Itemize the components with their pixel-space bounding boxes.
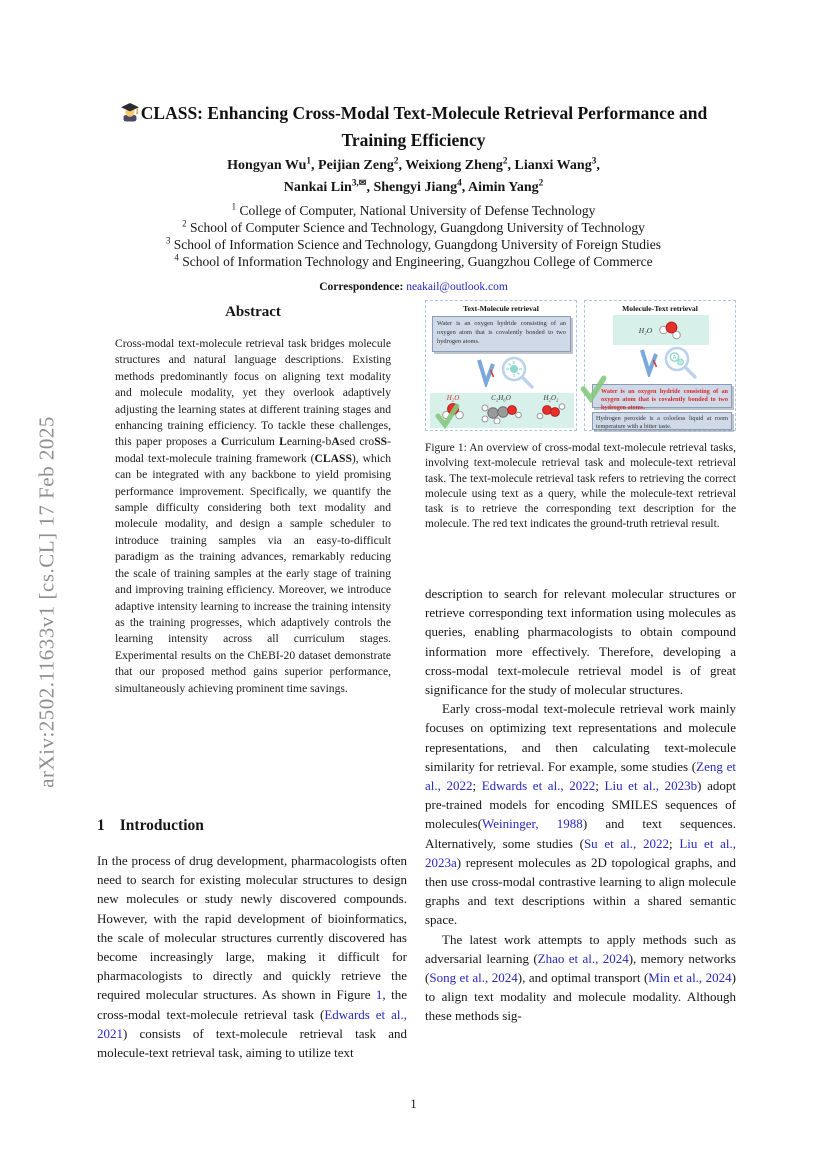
citation-link[interactable]: Liu et al., 2023a xyxy=(425,835,737,870)
text-segment: 3 xyxy=(165,235,171,246)
author-line-1 xyxy=(0,155,827,177)
abstract-body xyxy=(115,336,391,697)
panel-title: Molecule-Text retrieval xyxy=(622,304,698,313)
paper-title xyxy=(94,101,734,152)
text-segment: , Weixiong Zheng xyxy=(398,158,503,173)
text-segment: ; xyxy=(472,778,482,794)
text-segment: ; xyxy=(669,835,680,851)
ethanol-molecule-icon xyxy=(480,402,522,424)
right-column-body xyxy=(425,584,736,1026)
text-segment: , Peijian Zeng xyxy=(311,158,394,173)
molecule-text-retrieval-panel xyxy=(584,300,736,431)
abstract-heading: Abstract xyxy=(225,304,281,320)
text-segment: urriculum xyxy=(229,435,280,449)
section-number: 1 xyxy=(97,817,105,834)
text-segment: ), which can be integrated with any backbone to yield promising performance improvement. Specifically, we quantify the sample difficulty considering both text modality and molecule modality, and design a sample scheduler to introduce training samples via an easy-to-difficult paradigm as the training advances, remarkably reducing the scale of training samples at the early stage of training and improving training efficiency. Moreover, we introduce adaptive intensity learning to increase the training intensity as the training progresses, which adaptively controls the learning intensity across all curriculum stages. Experimental results on the ChEBI-20 dataset demonstrate that our proposed method gains superior performance, simultaneously achieving prominent time savings. xyxy=(115,451,391,695)
text-segment: School of Information Science and Technology, Guangdong University of Foreign Studies xyxy=(170,237,662,252)
peroxide-formula-label: H₂O₂ xyxy=(543,394,559,402)
citation-link[interactable]: Song et al., 2024 xyxy=(429,970,518,986)
text-molecule-retrieval-panel xyxy=(425,300,577,431)
page-number: 1 xyxy=(410,1097,417,1111)
text-segment: In the process of drug development, pharmacologists often need to search for existing molecular structures to design new molecules or study newly discovered compounds. However, with the rapid development of bioinformatics, the scale of molecular structures currently discovered has become increasingly large, making it difficult for pharmacologists to directly and quickly retrieve the required molecular structures. As shown in Figure xyxy=(97,853,407,1003)
paper-title-text: CLASS: Enhancing Cross-Modal Text-Molecule Retrieval Performance and Training Efficiency xyxy=(140,103,708,150)
author-line-2 xyxy=(0,177,827,199)
text-segment: 3,✉ xyxy=(351,177,367,188)
graduate-emoji-icon xyxy=(120,102,140,128)
text-segment: The latest work attempts to apply methods such as adversarial learning ( xyxy=(425,931,736,966)
citation-link[interactable]: Zhao et al., 2024 xyxy=(537,950,629,966)
paragraph xyxy=(97,851,407,1062)
citation-link[interactable]: 1 xyxy=(375,987,383,1003)
candidate-ethanol xyxy=(480,394,522,428)
paragraph xyxy=(425,699,736,929)
paragraph xyxy=(425,930,736,1026)
retrieval-icons xyxy=(476,355,536,391)
citation-link[interactable]: Su et al., 2022 xyxy=(583,835,669,851)
citation-link[interactable]: Weininger, 1988 xyxy=(482,816,583,832)
down-arrow-icon xyxy=(476,357,498,392)
text-segment: Early cross-modal text-molecule retrieval work mainly focuses on optimizing text representations and molecule representations, and then calculating text-molecule similarity for retrieval. For example, some studies ( xyxy=(425,701,736,774)
figure-1-caption: Figure 1: An overview of cross-modal text-molecule retrieval tasks, involving text-molecule retrieval task and molecule-text retrieval task. The text-molecule retrieval task refers to retrieving the correct molecule using text as a query, while the molecule-text retrieval task is to retrieve the corresponding text description for the molecule. The red text indicates the ground-truth retrieval result. xyxy=(425,442,736,531)
affiliation-1 xyxy=(0,202,827,219)
citation-link[interactable]: Min et al., 2024 xyxy=(648,970,732,986)
retrieval-icons xyxy=(639,345,699,381)
text-segment: ), and optimal transport ( xyxy=(517,970,649,986)
citation-link[interactable]: Liu et al., 2023b xyxy=(604,778,698,794)
text-segment: 4 xyxy=(457,177,462,188)
correct-checkmark-icon xyxy=(434,403,460,434)
text-segment: Cross-modal text-molecule retrieval task bridges molecule structures and natural language descriptions. Existing methods predominantly focus on aligning text modality and molecule modality, yet they overlook adaptively adjusting the learning states at different training stages and enhancing training efficiency. To tackle these challenges, this paper proposes a xyxy=(115,337,391,449)
citation-link[interactable]: Edwards et al., 2021 xyxy=(97,1006,407,1041)
text-segment: College of Computer, National University of Defense Technology xyxy=(236,203,596,218)
paragraph xyxy=(425,584,736,699)
text-segment: , Lianxi Wang xyxy=(507,158,592,173)
panel-title: Text-Molecule retrieval xyxy=(463,304,539,313)
citation-link[interactable]: Edwards et al., 2022 xyxy=(481,778,596,794)
query-formula-label: H₂O xyxy=(638,325,653,335)
text-segment: 2 xyxy=(502,155,508,166)
distractor-text-box: Hydrogen peroxide is a colorless liquid at room temperature with a bitter taste. xyxy=(592,412,732,430)
text-segment: 1 xyxy=(306,155,312,166)
text-segment: Nankai Lin xyxy=(283,180,352,195)
section-1-heading xyxy=(97,817,204,835)
text-segment: L xyxy=(279,435,287,449)
text-segment: Hongyan Wu xyxy=(227,158,307,173)
arxiv-watermark: arXiv:2502.11633v1 [cs.CL] 17 Feb 2025 xyxy=(34,416,59,788)
text-segment: 2 xyxy=(182,218,187,229)
text-segment: CLASS xyxy=(314,451,352,465)
candidate-peroxide xyxy=(536,394,566,428)
text-segment: ), memory networks ( xyxy=(425,950,736,986)
affiliation-4 xyxy=(0,253,827,270)
affiliation-3 xyxy=(0,236,827,253)
text-segment: ; xyxy=(595,778,605,794)
text-segment: C xyxy=(220,435,230,449)
text-segment: description to search for relevant molecular structures or retrieve corresponding text information using molecules as queries, enabling pharmacologists to obtain compound information more effectively. Therefore, developing a cross-modal text-molecule retrieval model is of great significance for the study of molecular structures. xyxy=(425,586,736,698)
text-segment: A xyxy=(331,435,340,449)
correspondence-label: Correspondence: xyxy=(319,281,404,293)
water-molecule-icon xyxy=(657,321,683,340)
text-segment: 2 xyxy=(393,155,399,166)
text-segment: School of Computer Science and Technology, Guangdong University of Technology xyxy=(186,220,645,235)
ground-truth-text-box: Water is an oxygen hydride consisting of an oxygen atom that is covalently bonded to two hydrogen atoms. xyxy=(592,384,732,408)
text-segment: ) adopt pre-trained models for encoding SMILES sequences of molecules( xyxy=(425,778,736,832)
text-segment: , xyxy=(596,158,600,173)
text-segment: , Shengyi Jiang xyxy=(366,180,458,195)
peroxide-molecule-icon xyxy=(536,402,566,421)
text-segment: ) and text sequences. Alternatively, some studies ( xyxy=(425,816,736,851)
text-segment: 1 xyxy=(231,201,237,212)
text-segment: 4 xyxy=(174,252,179,263)
figure-1 xyxy=(424,299,737,433)
svg-text:A: A xyxy=(672,355,677,362)
text-segment: ) to align text modality and molecule modality. Although these methods sig- xyxy=(425,970,737,1024)
ethanol-formula-label: C₂H₆O xyxy=(491,394,511,402)
citation-link[interactable]: Zeng et al., 2022 xyxy=(425,758,737,794)
text-segment: earning-b xyxy=(286,435,332,449)
text-segment: ) consists of text-molecule retrieval task and molecule-text retrieval task, aiming to utilize text xyxy=(97,1025,407,1061)
text-segment: , Aimin Yang xyxy=(461,180,539,195)
correspondence-line xyxy=(0,281,827,293)
molecule-query-box xyxy=(613,315,709,345)
text-segment: SS xyxy=(374,435,388,449)
text-segment: 3 xyxy=(591,155,597,166)
text-segment: School of Information Technology and Engineering, Guangzhou College of Commerce xyxy=(178,254,653,269)
text-segment: , the cross-modal text-molecule retrieval task ( xyxy=(97,987,407,1022)
text-segment: ) represent molecules as 2D topological graphs, and then use cross-modal contrastive learning to align molecule graphs and text descriptions within a shared semantic space. xyxy=(425,854,736,928)
magnifier-icon xyxy=(500,355,536,396)
water-formula-label: H₂O xyxy=(446,394,460,402)
text-segment: -modal text-molecule training framework ( xyxy=(115,435,391,465)
correspondence-email-link[interactable]: neakail@outlook.com xyxy=(406,281,508,293)
affiliation-2 xyxy=(0,219,827,236)
down-arrow-icon xyxy=(639,347,661,382)
text-segment: sed cro xyxy=(339,435,375,449)
introduction-paragraph xyxy=(97,851,407,1062)
text-segment: 2 xyxy=(538,177,544,188)
correct-checkmark-icon xyxy=(579,375,607,408)
section-title: Introduction xyxy=(119,817,204,834)
text-query-box: Water is an oxygen hydride consisting of an oxygen atom that is covalently bonded to two hydrogen atoms. xyxy=(432,316,571,352)
magnifier-icon xyxy=(663,345,699,386)
